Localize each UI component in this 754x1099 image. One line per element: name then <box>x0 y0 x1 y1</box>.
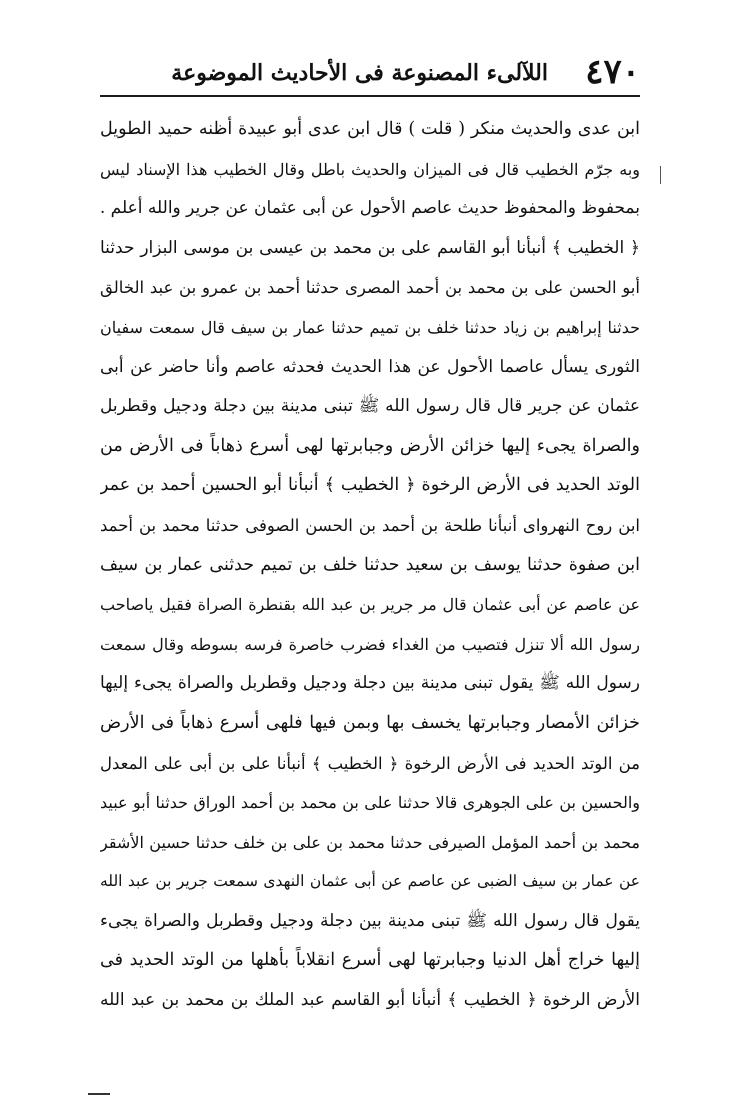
text-line: حدثنا إبراهيم بن زياد حدثنا خلف بن تميم حدثنا عمار بن سيف قال سمعت سفيان <box>100 317 640 337</box>
text-line: خزائن الأمصار وجبابرتها يخسف بها وبمن فيها فلهى أسرع ذهاباً فى الأرض <box>100 712 640 733</box>
text-line: ابن روح النهرواى أنبأنا طلحة بن أحمد بن الحسن الصوفى حدثنا محمد بن أحمد <box>100 515 640 535</box>
text-line: رسول الله ﷺ يقول تبنى مدينة بين دجلة ودجيل وقطربل والصراة يجىء إليها <box>100 673 640 694</box>
page-number: ٤٧٠ <box>585 52 640 92</box>
margin-mark <box>660 166 661 184</box>
text-line: عن عمار بن سيف الضبى عن عاصم عن أبى عثمان النهدى سمعت جرير بن عبد الله <box>100 872 640 891</box>
header-rule <box>100 95 640 97</box>
text-line: بمحفوظ والمحفوظ حديث عاصم الأحول عن أبى عثمان عن جرير والله أعلم . <box>100 198 640 219</box>
running-title: اللآلىء المصنوعة فى الأحاديث الموضوعة <box>171 60 548 86</box>
text-line: إليها خراج أهل الدنيا وجبابرتها لهى أسرع انقلاباً بأهلها من الوتد الحديد فى <box>100 950 640 971</box>
text-line: وبه جرّم الخطيب قال فى الميزان والحديث باطل وقال الخطيب هذا الإسناد ليس <box>100 159 640 179</box>
text-line: والحسين بن على الجوهرى قالا حدثنا على بن محمد بن أحمد الوراق حدثنا أبو عبيد <box>100 793 640 813</box>
text-line: ﴿ الخطيب ﴾ أنبأنا أبو القاسم على بن محمد بن عيسى بن موسى البزار حدثنا <box>100 237 640 258</box>
text-line: يقول قال رسول الله ﷺ تبنى مدينة بين دجلة ودجيل وقطربل والصراة يجىء <box>100 910 640 931</box>
text-line: أبو الحسن على بن محمد بن أحمد المصرى حدثنا أحمد بن عمرو بن عبد الخالق <box>100 278 640 298</box>
footer-mark <box>88 1093 110 1095</box>
text-line: من الوتد الحديد فى الأرض الرخوة ﴿ الخطيب ﴾ أنبأنا على بن أبى على المعدل <box>100 753 640 773</box>
page-header <box>100 52 640 96</box>
text-line: عن عاصم عن أبى عثمان قال مر جرير بن عبد الله بقنطرة الصراة فقيل ياصاحب <box>100 595 640 615</box>
text-line: رسول الله ألا تنزل فتصيب من الغداء فضرب خاصرة فرسه بسوطه وقال سمعت <box>100 634 640 654</box>
text-line: الأرض الرخوة ﴿ الخطيب ﴾ أنبأنا أبو القاسم عبد الملك بن محمد بن عبد الله <box>100 990 640 1011</box>
body-text <box>100 110 640 1021</box>
text-line: الثورى يسأل عاصما الأحول عن هذا الحديث فحدثه عاصم وأنا حاضر عن أبى <box>100 356 640 377</box>
text-line: الوتد الحديد فى الأرض الرخوة ﴿ الخطيب ﴾ أنبأنا أبو الحسين أحمد بن عمر <box>100 475 640 496</box>
text-line: عثمان عن جرير قال قال رسول الله ﷺ تبنى مدينة بين دجلة ودجيل وقطربل <box>100 396 640 417</box>
text-line: ابن عدى والحديث منكر ( قلت ) قال ابن عدى أبو عبيدة أظنه حميد الطويل <box>100 119 640 139</box>
text-line: ابن صفوة حدثنا يوسف بن سعيد حدثنا خلف بن تميم حدثنى عمار بن سيف <box>100 554 640 575</box>
text-line: والصراة يجىء إليها خزائن الأرض وجبابرتها لهى أسرع ذهاباً فى الأرض من <box>100 435 640 456</box>
text-line: محمد بن أحمد المؤمل الصيرفى حدثنا محمد بن على بن خلف حدثنا حسين الأشقر <box>100 832 640 852</box>
